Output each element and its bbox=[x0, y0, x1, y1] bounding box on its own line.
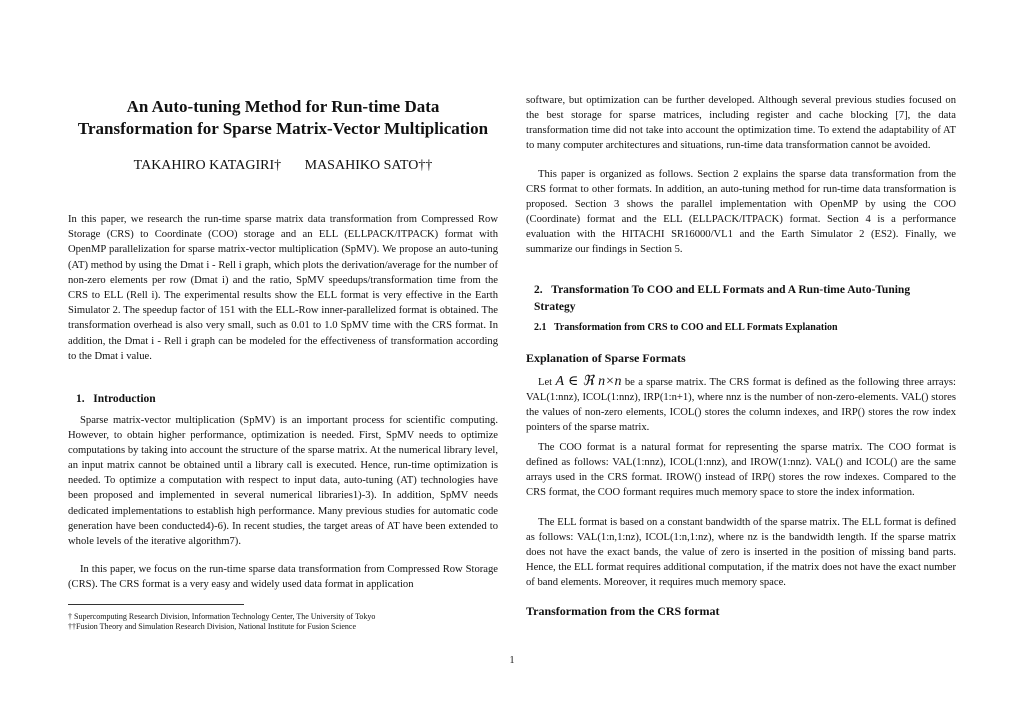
right-paragraph-2: This paper is organized as follows. Section 2 explains the sparse data transformation from the CRS format to other formats. In addition, an auto-tuning method for run-time data transformation is proposed. Section 3 shows the parallel implementation with OpenMP by using the COO (Coordinate) format and the ELL (ELLPACK/ITPACK) format. Section 4 is a performance evaluation with the HITACHI SR16000/VL1 and the Earth Simulator 2 (ES2). Finally, we summarize our findings in Section 5. bbox=[526, 169, 956, 256]
sparse-formats-heading: Explanation of Sparse Formats bbox=[526, 351, 686, 365]
coo-paragraph: The COO format is a natural format for representing the sparse matrix. The COO format is defined as follows: VAL(1:nnz), ICOL(1:nnz), and IROW(1:nnz). VAL() and ICOL() are the same arrays used in the CRS format. IROW() instead of IRP() stores the row indexes. Compared to the CRS format, the COO formant requires much memory space to store the index information. bbox=[526, 442, 956, 499]
section-2-1-heading: 2.1 Transformation from CRS to COO and ELL Formats Explanation bbox=[534, 322, 838, 333]
right-paragraph-1: software, but optimization can be further developed. Although several previous studies focused on the best storage for sparse matrices, including register and cache blocking [7], the data transformation time did not take into account the optimization time. To extend the adaptability of AT to many computer architectures and situations, run-time data transformation cannot be avoided. bbox=[526, 95, 956, 152]
intro-heading: 1. Introduction bbox=[76, 393, 156, 405]
section-2-heading: 2. Transformation To COO and ELL Formats and A Run-time Auto-Tuning Strategy bbox=[534, 284, 911, 313]
author-1: TAKAHIRO KATAGIRI† bbox=[133, 158, 282, 173]
footnote-2: ††Fusion Theory and Simulation Research Division, National Institute for Fusion Science bbox=[68, 622, 357, 631]
footnote-rule bbox=[68, 604, 244, 605]
author-list bbox=[68, 158, 498, 174]
let-rest: be a sparse matrix. The CRS format is defined as the following three arrays: VAL(1:nnz), ICOL(1:nnz), IRP(1:n+1), where nnz is the number of non-zero-elements. VAL() stores the values of non-zero elements, ICOL() stores the column indexes, and IRP() stores the row index pointers of the sparse matrix. bbox=[526, 377, 956, 434]
intro-paragraph-1: Sparse matrix-vector multiplication (SpMV) is an important process for scientific computing. However, to obtain higher performance, optimization is needed. First, SpMV needs to optimize computations by taking into account the structure of the sparse matrix. At the numerical library level, an input matrix cannot be obtained until a library call is executed. Hence, run-time optimization is needed. To optimize a computation with respect to input data, auto-tuning (AT) technologies have been proposed and implemented in several numerical libraries1)-3). In addition, SpMV needs dedicated implementations to establish high performance. Many previous studies for automatic code generation have been conducted4)-6). In recent studies, the target areas of AT have been extended to whole levels of the iterative algorithm7). bbox=[68, 415, 498, 547]
matrix-definition: A ∈ ℜ n×n bbox=[555, 374, 622, 389]
intro-paragraph-2: In this paper, we focus on the run-time sparse data transformation from Compressed Row Storage (CRS). The CRS format is a very easy and widely used data format in application bbox=[68, 564, 498, 591]
paper-title: An Auto-tuning Method for Run-time Data Transformation for Sparse Matrix-Vector Multiplication bbox=[77, 97, 489, 138]
let-prefix: Let bbox=[538, 377, 553, 388]
crs-transformation-heading: Transformation from the CRS format bbox=[526, 604, 720, 618]
page-number: 1 bbox=[509, 655, 515, 666]
author-2: MASAHIKO SATO†† bbox=[304, 158, 433, 173]
ell-paragraph: The ELL format is based on a constant bandwidth of the sparse matrix. The ELL format is defined as follows: VAL(1:n,1:nz), ICOL(1:n,1:nz), where nz is the bandwidth length. If the sparse matrix does not have the exact bands, the value of zero is inserted in the position of missing band parts. Hence, the ELL format requires additional computation, if the matrix does not have the exact number of band elements. Moreover, it requires much memory space. bbox=[526, 517, 956, 589]
abstract: In this paper, we research the run-time sparse matrix data transformation from Compressed Row Storage (CRS) to Coordinate (COO) storage and an ELL (ELLPACK/ITPACK) format with OpenMP parallelization for sparse matrix-vector multiplication (SpMV). We propose an auto-tuning (AT) method by using the Dmat i - Rell i graph, which plots the derivation/average for the number of non-zero elements per row (Dmat i) and the ratio, SpMV speedups/transformation time from the CRS to ELL (Rell i). The experimental results show the ELL format is very effective in the Earth Simulator 2. The speedup factor of 151 with the ELL-Row inner-parallelized format is obtained. The transformation overhead is also very small, such as 0.01 to 1.0 SpMV time with the CRS format. In addition, the Dmat i - Rell i graph can be modeled for the effectiveness of transformation according to the Dmat i value. bbox=[68, 214, 498, 362]
let-paragraph bbox=[526, 374, 956, 435]
footnote-1: † Supercomputing Research Division, Information Technology Center, The University of Tokyo bbox=[68, 612, 376, 621]
